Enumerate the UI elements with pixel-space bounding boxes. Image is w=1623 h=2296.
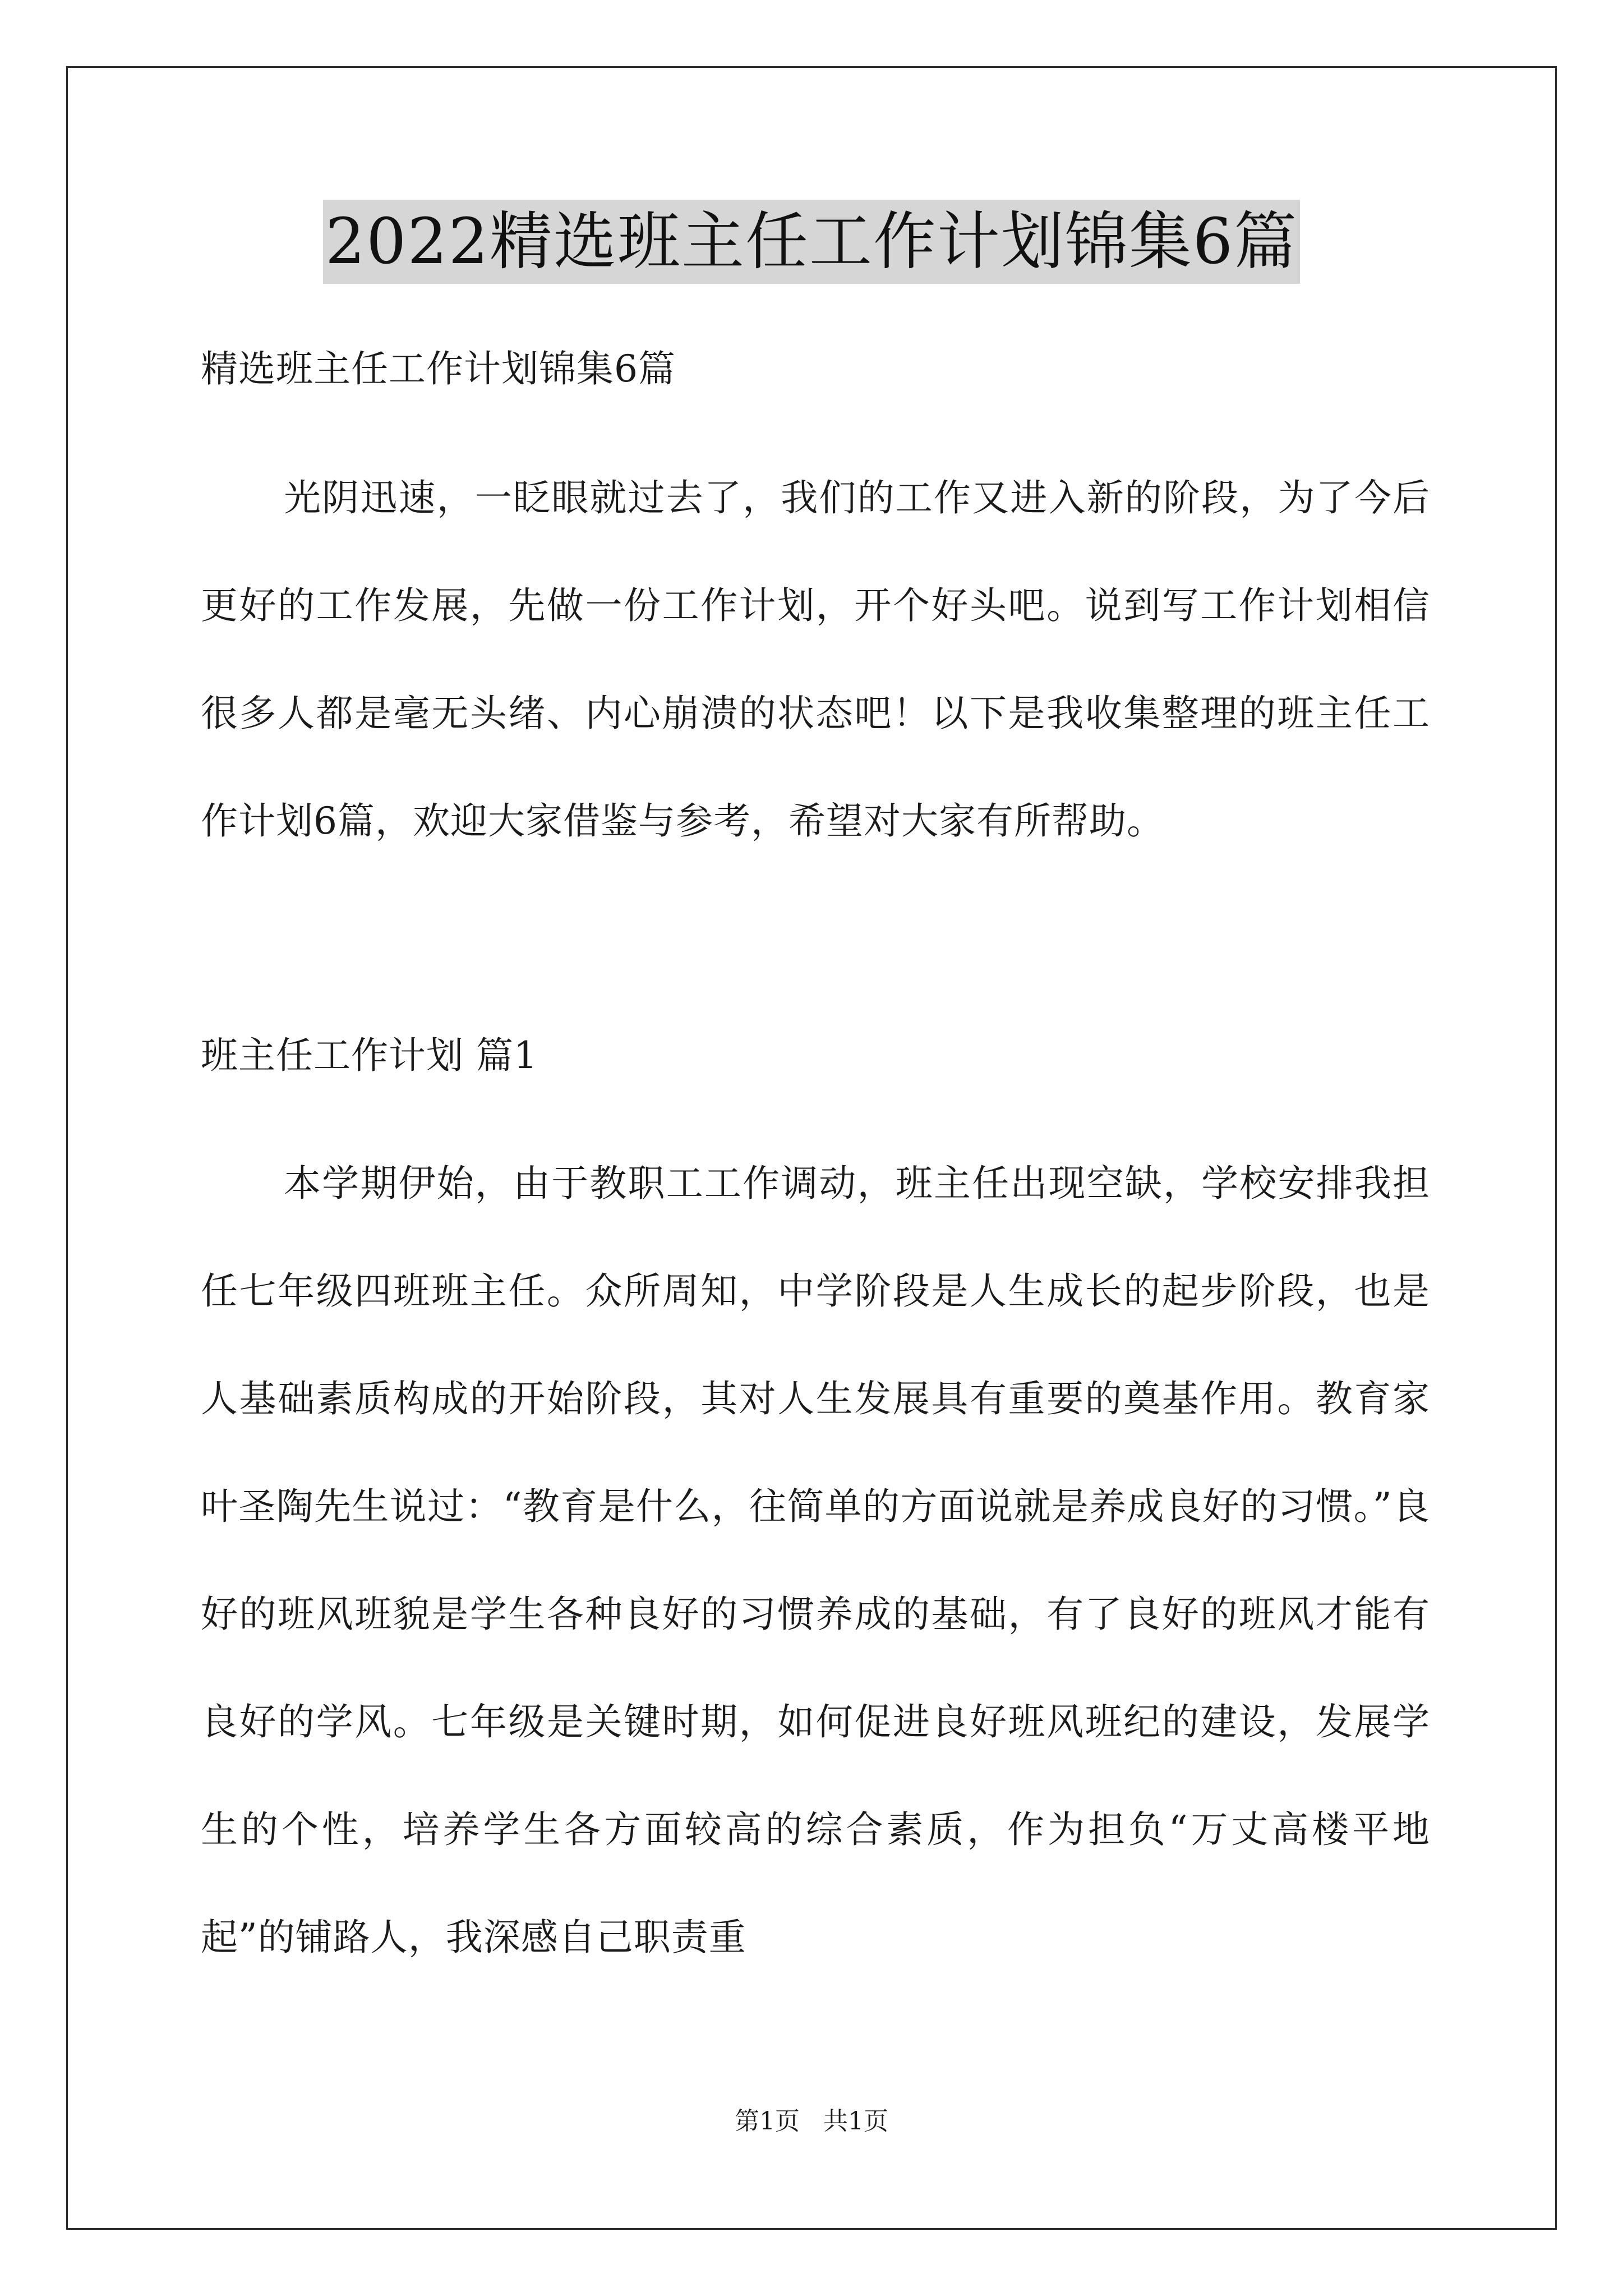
section-heading: 班主任工作计划 篇1 [201,1034,538,1077]
intro-paragraph: 光阴迅速，一眨眼就过去了，我们的工作又进入新的阶段，为了今后更好的工作发展，先做一份工作计划，开个好头吧。说到写工作计划相信很多人都是毫无头绪、内心崩溃的状态吧！以下是我收集整理的班主任工作计划6篇，欢迎大家借鉴与参考，希望对大家有所帮助。 [201,476,1430,843]
document-body [201,335,1430,1991]
page-total: 共1页 [823,2107,888,2136]
document-title: 2022精选班主任工作计划锦集6篇 [323,200,1300,284]
document-subtitle: 精选班主任工作计划锦集6篇 [201,347,676,390]
page-number: 第1页 [735,2107,800,2136]
section-paragraph: 本学期伊始，由于教职工工作调动，班主任出现空缺，学校安排我担任七年级四班班主任。众所周知，中学阶段是人生成长的起步阶段，也是人基础素质构成的开始阶段，其对人生发展具有重要的奠基作用。教育家叶圣陶先生说过：“教育是什么，往简单的方面说就是养成良好的习惯。”良好的班风班貌是学生各种良好的习惯养成的基础，有了良好的班风才能有良好的学风。七年级是关键时期，如何促进良好班风班纪的建设，发展学生的个性，培养学生各方面较高的综合素质，作为担负“万丈高楼平地起”的铺路人，我深感自己职责重 [201,1162,1430,1959]
title-container [0,200,1623,284]
page-footer [0,2105,1623,2138]
